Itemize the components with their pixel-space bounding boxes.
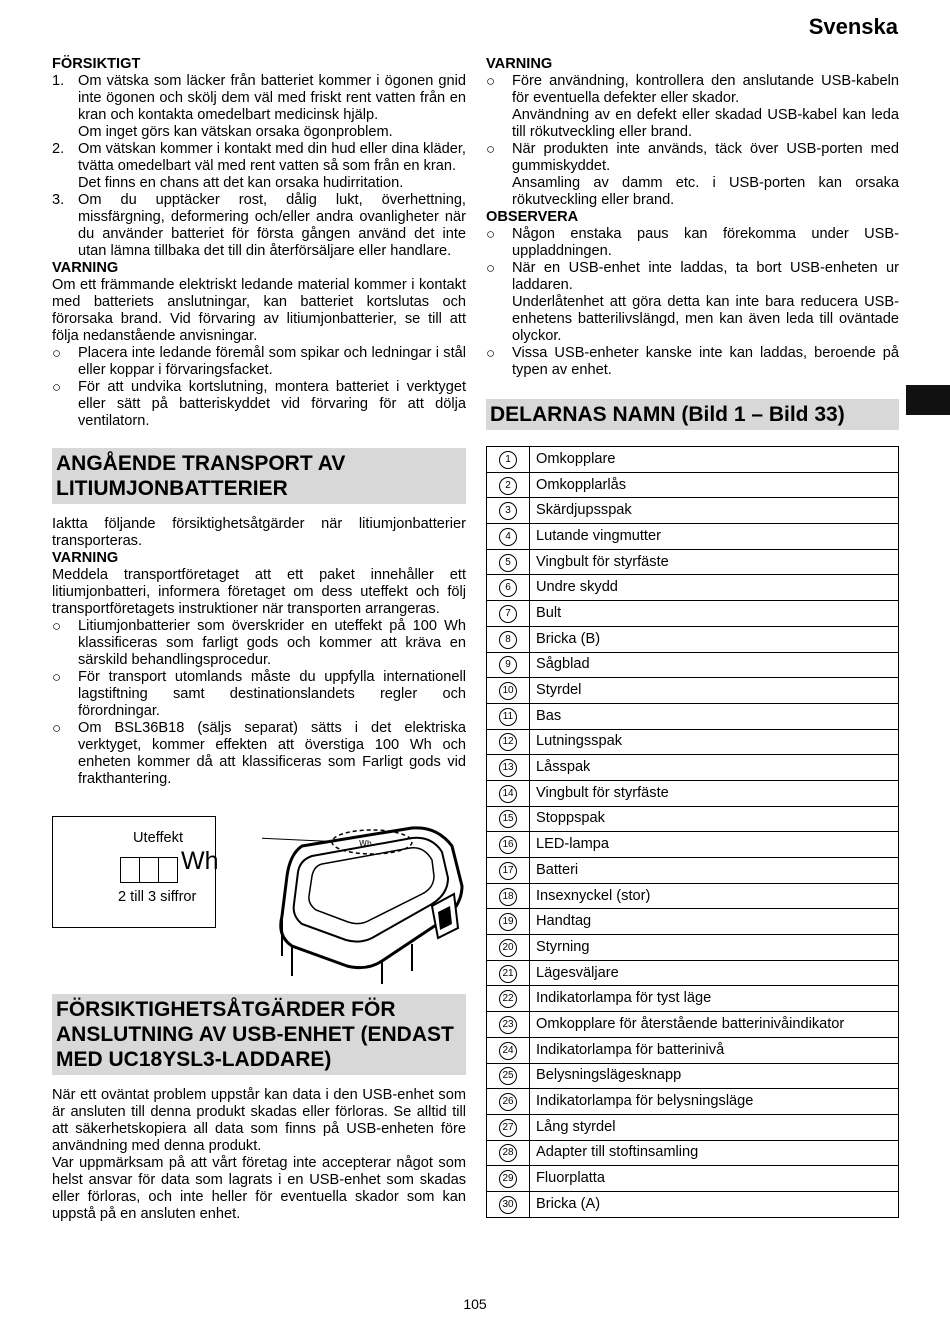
table-row bbox=[487, 780, 899, 806]
table-row bbox=[487, 703, 899, 729]
warning-heading: VARNING bbox=[52, 260, 119, 276]
part-name: Vingbult för styrfäste bbox=[530, 549, 899, 575]
table-row bbox=[487, 1114, 899, 1140]
part-number-cell bbox=[487, 524, 530, 550]
part-number: 21 bbox=[499, 965, 517, 983]
part-number-cell bbox=[487, 1012, 530, 1038]
part-name: Omkopplare bbox=[530, 447, 899, 473]
part-name: Batteri bbox=[530, 858, 899, 884]
part-number: 10 bbox=[499, 682, 517, 700]
usb-paragraph: När ett oväntat problem uppstår kan data i den USB-enhet som är ansluten till denna produkt skadas eller förloras. Se alltid till att säkerhetskopiera all data som finns på USB-enheten före användning med denna produkt. bbox=[52, 1087, 466, 1154]
part-number-cell bbox=[487, 498, 530, 524]
part-number-cell bbox=[487, 960, 530, 986]
item-number: 2. bbox=[52, 141, 65, 157]
item-number: 1. bbox=[52, 73, 65, 89]
bullet-item bbox=[52, 379, 466, 430]
part-number: 18 bbox=[499, 888, 517, 906]
table-row bbox=[487, 755, 899, 781]
parts-table bbox=[486, 446, 899, 1218]
parts-section-heading: DELARNAS NAMN (Bild 1 – Bild 33) bbox=[486, 399, 899, 430]
bullet-circle-icon: ○ bbox=[52, 618, 62, 635]
part-number: 1 bbox=[499, 451, 517, 469]
part-name: Stoppspak bbox=[530, 806, 899, 832]
caution-heading: FÖRSIKTIGT bbox=[52, 56, 141, 72]
table-row bbox=[487, 935, 899, 961]
part-number-cell bbox=[487, 626, 530, 652]
table-row bbox=[487, 909, 899, 935]
item-text: Om du upptäcker rost, dålig lukt, överhettning, missfärgning, deformering och/eller andra ovanligheter när du använder batteriet för första gången använd det inte utan lämna tillbaka det till din återförsäljare eller handlare. bbox=[78, 192, 466, 259]
table-row bbox=[487, 986, 899, 1012]
bullet-text: Någon enstaka paus kan förekomma under USB-uppladdningen. bbox=[512, 226, 899, 259]
part-number-cell bbox=[487, 1114, 530, 1140]
output-label: Uteffekt bbox=[133, 830, 184, 846]
part-name: Bricka (B) bbox=[530, 626, 899, 652]
part-number: 7 bbox=[499, 605, 517, 623]
part-number-cell bbox=[487, 935, 530, 961]
table-row bbox=[487, 858, 899, 884]
bullet-circle-icon: ○ bbox=[52, 345, 62, 362]
part-name: Omkopplarlås bbox=[530, 472, 899, 498]
table-row bbox=[487, 601, 899, 627]
part-name: Indikatorlampa för belysningsläge bbox=[530, 1089, 899, 1115]
table-row bbox=[487, 1166, 899, 1192]
bullet-circle-icon: ○ bbox=[486, 73, 496, 90]
table-row bbox=[487, 549, 899, 575]
part-name: Undre skydd bbox=[530, 575, 899, 601]
table-row bbox=[487, 883, 899, 909]
part-number: 24 bbox=[499, 1042, 517, 1060]
table-row bbox=[487, 806, 899, 832]
table-row bbox=[487, 575, 899, 601]
part-number-cell bbox=[487, 472, 530, 498]
part-name: Insexnyckel (stor) bbox=[530, 883, 899, 909]
battery-output-figure bbox=[52, 816, 466, 986]
bullet-circle-icon: ○ bbox=[52, 669, 62, 686]
table-row bbox=[487, 524, 899, 550]
bullet-text: För att undvika kortslutning, montera batteriet i verktyget eller sätt på batteriskyddet vid förvaring för att dölja ventilatorn. bbox=[78, 379, 466, 429]
caution-list bbox=[52, 73, 466, 260]
bullet-item bbox=[486, 226, 899, 260]
part-number: 12 bbox=[499, 733, 517, 751]
part-number: 29 bbox=[499, 1170, 517, 1188]
bullet-circle-icon: ○ bbox=[486, 260, 496, 277]
part-number: 11 bbox=[499, 708, 517, 726]
page-number: 105 bbox=[463, 1296, 487, 1312]
battery-wh-mark: Wh bbox=[359, 839, 372, 848]
part-number-cell bbox=[487, 806, 530, 832]
part-number: 27 bbox=[499, 1119, 517, 1137]
part-name: Vingbult för styrfäste bbox=[530, 780, 899, 806]
part-name: Fluorplatta bbox=[530, 1166, 899, 1192]
bullet-extra: Underlåtenhet att göra detta kan inte bara reducera USB-enhetens batterilivslängd, men kan även leda till oväntade olyckor. bbox=[512, 294, 899, 344]
output-label-box bbox=[52, 816, 219, 928]
part-name: Handtag bbox=[530, 909, 899, 935]
warning-heading: VARNING bbox=[486, 56, 553, 72]
part-name: Skärdjupsspak bbox=[530, 498, 899, 524]
part-name: LED-lampa bbox=[530, 832, 899, 858]
table-row bbox=[487, 1191, 899, 1217]
item-text: Om vätska som läcker från batteriet kommer i ögonen gnid inte ögonen och skölj dem väl med friskt rent vatten från en kran och kontakta omedelbart medicinsk hjälp. bbox=[78, 73, 466, 123]
part-name: Lägesväljare bbox=[530, 960, 899, 986]
table-row bbox=[487, 960, 899, 986]
part-number: 30 bbox=[499, 1196, 517, 1214]
part-number-cell bbox=[487, 575, 530, 601]
part-number-cell bbox=[487, 1191, 530, 1217]
part-name: Styrdel bbox=[530, 678, 899, 704]
part-number-cell bbox=[487, 1063, 530, 1089]
bullet-item bbox=[486, 345, 899, 379]
part-number-cell bbox=[487, 780, 530, 806]
bullet-text: Placera inte ledande föremål som spikar och ledningar i stål eller koppar i förvaringsfacket. bbox=[78, 345, 466, 378]
part-number: 17 bbox=[499, 862, 517, 880]
part-name: Indikatorlampa för batterinivå bbox=[530, 1037, 899, 1063]
part-name: Lång styrdel bbox=[530, 1114, 899, 1140]
table-row bbox=[487, 1140, 899, 1166]
part-number: 15 bbox=[499, 810, 517, 828]
bullet-circle-icon: ○ bbox=[52, 720, 62, 737]
bullet-text: Om BSL36B18 (säljs separat) sätts i det elektriska verktyget, kommer effekten att överstiga 100 Wh och enheten kommer då att klassificeras som Farligt gods vid frakthantering. bbox=[78, 720, 466, 787]
bullet-item bbox=[486, 141, 899, 209]
part-number: 5 bbox=[499, 554, 517, 572]
table-row bbox=[487, 729, 899, 755]
part-number-cell bbox=[487, 1166, 530, 1192]
part-number: 28 bbox=[499, 1144, 517, 1162]
part-number: 19 bbox=[499, 913, 517, 931]
table-row bbox=[487, 472, 899, 498]
bullet-item bbox=[52, 720, 466, 788]
part-number-cell bbox=[487, 1140, 530, 1166]
bullet-item bbox=[52, 345, 466, 379]
bullet-item bbox=[52, 669, 466, 720]
part-name: Bult bbox=[530, 601, 899, 627]
table-row bbox=[487, 1063, 899, 1089]
bullet-item bbox=[52, 618, 466, 669]
bullet-text: Litiumjonbatterier som överskrider en uteffekt på 100 Wh klassificeras som farligt gods och kommer att kräva en särskild behandlingsprocedur. bbox=[78, 618, 466, 668]
table-row bbox=[487, 678, 899, 704]
part-number: 25 bbox=[499, 1067, 517, 1085]
bullet-text: För transport utomlands måste du uppfylla internationell lagstiftning samt destinationslandets regler och förordningar. bbox=[78, 669, 466, 719]
part-name: Bricka (A) bbox=[530, 1191, 899, 1217]
part-number: 13 bbox=[499, 759, 517, 777]
wh-unit: Wh bbox=[181, 847, 219, 875]
part-number-cell bbox=[487, 729, 530, 755]
part-number-cell bbox=[487, 549, 530, 575]
warning-text: Meddela transportföretaget att ett paket innehåller ett litiumjonbatteri, informera företaget om dess uteffekt och följ transportföretagets instruktioner när transporten arrangeras. bbox=[52, 567, 466, 617]
bullet-extra: Användning av en defekt eller skadad USB-kabel kan leda till rökutveckling eller brand. bbox=[512, 107, 899, 140]
bullet-item bbox=[486, 73, 899, 141]
part-name: Lutande vingmutter bbox=[530, 524, 899, 550]
table-row bbox=[487, 626, 899, 652]
part-number: 26 bbox=[499, 1093, 517, 1111]
part-number: 23 bbox=[499, 1016, 517, 1034]
item-text: Om vätskan kommer i kontakt med din hud eller dina kläder, tvätta omedelbart väl med rent vatten så som från en kran. bbox=[78, 141, 466, 174]
item-number: 3. bbox=[52, 192, 65, 208]
part-number-cell bbox=[487, 986, 530, 1012]
part-name: Låsspak bbox=[530, 755, 899, 781]
part-name: Lutningsspak bbox=[530, 729, 899, 755]
item-extra: Det finns en chans att det kan orsaka hudirritation. bbox=[78, 175, 404, 191]
part-number: 16 bbox=[499, 836, 517, 854]
bullet-item bbox=[486, 260, 899, 345]
part-number: 14 bbox=[499, 785, 517, 803]
table-row bbox=[487, 447, 899, 473]
bullet-text: När en USB-enhet inte laddas, ta bort USB-enheten ur laddaren. bbox=[512, 260, 899, 293]
bullet-circle-icon: ○ bbox=[486, 345, 496, 362]
part-number-cell bbox=[487, 832, 530, 858]
part-name: Bas bbox=[530, 703, 899, 729]
digits-note: 2 till 3 siffror bbox=[118, 889, 197, 905]
part-number: 8 bbox=[499, 631, 517, 649]
bullet-text: Före användning, kontrollera den anslutande USB-kabeln för eventuella defekter eller skador. bbox=[512, 73, 899, 106]
part-number: 22 bbox=[499, 990, 517, 1008]
table-row bbox=[487, 652, 899, 678]
part-number: 9 bbox=[499, 656, 517, 674]
observera-heading: OBSERVERA bbox=[486, 209, 579, 225]
left-column bbox=[52, 56, 466, 1223]
section-tab-marker bbox=[906, 385, 950, 415]
part-number-cell bbox=[487, 703, 530, 729]
item-extra: Om inget görs kan vätskan orsaka ögonproblem. bbox=[78, 124, 393, 140]
bullet-text: Vissa USB-enheter kanske inte kan laddas, beroende på typen av enhet. bbox=[512, 345, 899, 378]
part-number-cell bbox=[487, 1037, 530, 1063]
battery-illustration bbox=[262, 816, 466, 986]
warning-heading: VARNING bbox=[52, 550, 119, 566]
part-number-cell bbox=[487, 755, 530, 781]
right-column bbox=[486, 56, 899, 1218]
bullet-circle-icon: ○ bbox=[486, 141, 496, 158]
table-row bbox=[487, 832, 899, 858]
part-number-cell bbox=[487, 447, 530, 473]
bullet-circle-icon: ○ bbox=[52, 379, 62, 396]
digit-boxes bbox=[120, 857, 177, 883]
part-name: Adapter till stoftinsamling bbox=[530, 1140, 899, 1166]
part-number: 2 bbox=[499, 477, 517, 495]
part-name: Omkopplare för återstående batterinivåindikator bbox=[530, 1012, 899, 1038]
table-row bbox=[487, 1012, 899, 1038]
transport-intro: Iaktta följande försiktighetsåtgärder när litiumjonbatterier transporteras. bbox=[52, 516, 466, 549]
part-number-cell bbox=[487, 601, 530, 627]
part-number: 3 bbox=[499, 502, 517, 520]
caution-item bbox=[52, 73, 466, 141]
part-number-cell bbox=[487, 652, 530, 678]
transport-section-heading: ANGÅENDE TRANSPORT AV LITIUMJONBATTERIER bbox=[52, 448, 466, 504]
caution-item bbox=[52, 192, 466, 260]
part-name: Sågblad bbox=[530, 652, 899, 678]
part-name: Belysningslägesknapp bbox=[530, 1063, 899, 1089]
bullet-extra: Ansamling av damm etc. i USB-porten kan orsaka rökutveckling eller brand. bbox=[512, 175, 899, 208]
warning-text: Om ett främmande elektriskt ledande material kommer i kontakt med batteriets anslutningar, kan batteriet kortslutas och förorsaka brand. Vid förvaring av litiumjonbatterier, se till att följa nedanstående anvisningar. bbox=[52, 277, 466, 344]
part-number-cell bbox=[487, 678, 530, 704]
part-number-cell bbox=[487, 883, 530, 909]
bullet-text: När produkten inte används, täck över USB-porten med gummiskyddet. bbox=[512, 141, 899, 174]
part-number-cell bbox=[487, 1089, 530, 1115]
part-number: 20 bbox=[499, 939, 517, 957]
table-row bbox=[487, 498, 899, 524]
part-number: 4 bbox=[499, 528, 517, 546]
part-number: 6 bbox=[499, 579, 517, 597]
table-row bbox=[487, 1089, 899, 1115]
caution-item bbox=[52, 141, 466, 192]
table-row bbox=[487, 1037, 899, 1063]
language-label: Svenska bbox=[808, 14, 898, 39]
part-name: Styrning bbox=[530, 935, 899, 961]
part-name: Indikatorlampa för tyst läge bbox=[530, 986, 899, 1012]
part-number-cell bbox=[487, 858, 530, 884]
bullet-circle-icon: ○ bbox=[486, 226, 496, 243]
usb-section-heading: FÖRSIKTIGHETSÅTGÄRDER FÖR ANSLUTNING AV USB-ENHET (ENDAST MED UC18YSL3-LADDARE) bbox=[52, 994, 466, 1075]
usb-paragraph: Var uppmärksam på att vårt företag inte accepterar något som helst ansvar för data som lagrats i en USB-enhet som skadas eller förloras, och inte heller för eventuella skador som kan uppstå på en ansluten enhet. bbox=[52, 1155, 466, 1222]
part-number-cell bbox=[487, 909, 530, 935]
